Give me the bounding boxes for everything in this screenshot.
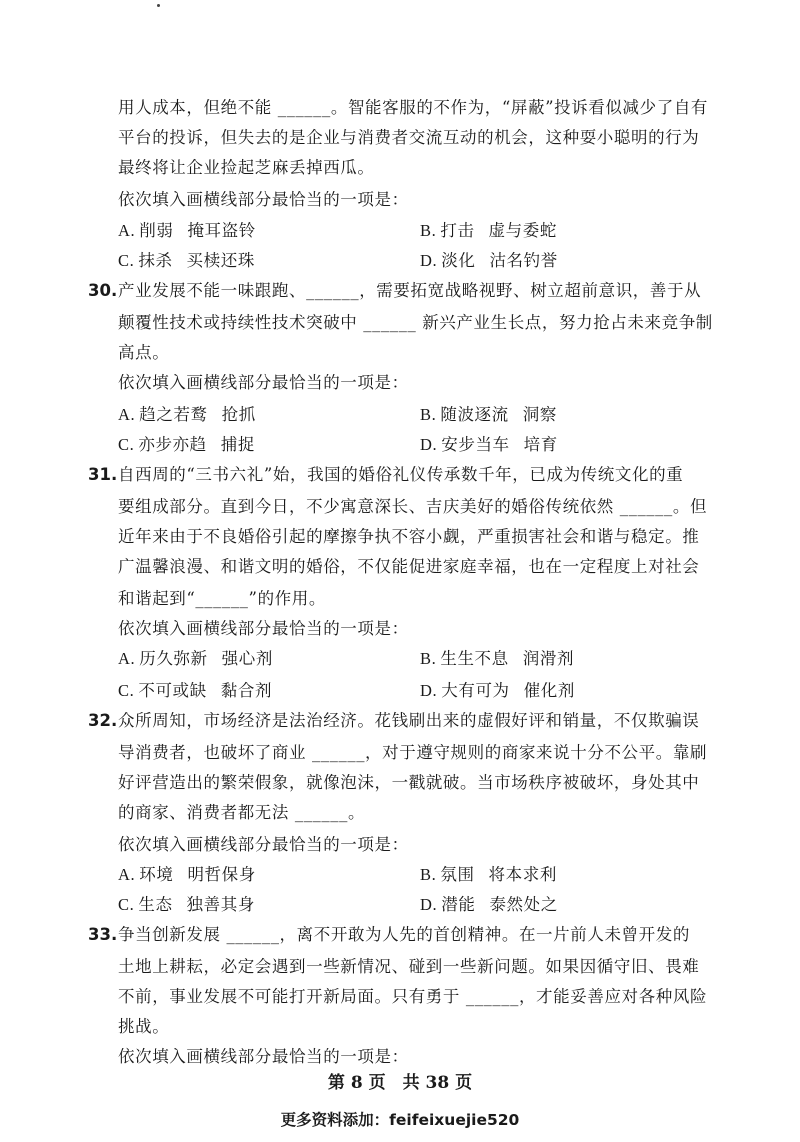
option-c: C. 不可或缺 黏合剂	[118, 681, 273, 700]
option-c: C. 亦步亦趋 捕捉	[118, 435, 255, 454]
option-b: B. 打击 虚与委蛇	[420, 221, 557, 240]
question-line: 争当创新发展 ______，离不开敢为人先的首创精神。在一片前人未曾开发的	[118, 925, 690, 944]
footer-note: 更多资料添加：feifeixuejie520	[280, 1111, 520, 1129]
question-line: 导消费者，也破坏了商业 ______，对于遵守规则的商家来说十分不公平。靠刷	[118, 743, 708, 762]
option-c: C. 抹杀 买椟还珠	[118, 251, 255, 270]
intro-line: 平台的投诉，但失去的是企业与消费者交流互动的机会，这种耍小聪明的行为	[118, 128, 700, 147]
question-number: 31.	[88, 465, 118, 484]
option-c: C. 生态 独善其身	[118, 895, 255, 914]
option-a: A. 趋之若鹜 抢抓	[118, 405, 256, 424]
scan-speck	[157, 4, 160, 7]
option-b: B. 氛围 将本求利	[420, 865, 557, 884]
question-line: 的商家、消费者都无法 ______。	[118, 803, 366, 822]
question-line: 好评营造出的繁荣假象，就像泡沫，一戳就破。当市场秩序被破坏，身处其中	[118, 773, 700, 792]
intro-prompt: 依次填入画横线部分最恰当的一项是：	[118, 190, 409, 209]
question-line: 不前，事业发展不可能打开新局面。只有勇于 ______，才能妥善应对各种风险	[118, 987, 708, 1006]
intro-line: 最终将让企业捡起芝麻丢掉西瓜。	[118, 158, 375, 177]
option-d: D. 潜能 泰然处之	[420, 895, 558, 914]
question-line: 众所周知，市场经济是法治经济。花钱刷出来的虚假好评和销量，不仅欺骗误	[118, 711, 700, 730]
question-line: 挑战。	[118, 1017, 170, 1036]
question-line: 和谐起到“______”的作用。	[118, 589, 326, 608]
option-a: A. 历久弥新 强心剂	[118, 649, 273, 668]
option-a: A. 削弱 掩耳盗铃	[118, 221, 256, 240]
option-d: D. 大有可为 催化剂	[420, 681, 575, 700]
page-number: 第 8 页 共 38 页	[327, 1073, 473, 1093]
question-line: 高点。	[118, 343, 170, 362]
question-prompt: 依次填入画横线部分最恰当的一项是：	[118, 1047, 409, 1066]
question-prompt: 依次填入画横线部分最恰当的一项是：	[118, 619, 409, 638]
question-line: 要组成部分。直到今日，不少寓意深长、吉庆美好的婚俗传统依然 ______。但	[118, 497, 708, 516]
question-number: 30.	[88, 281, 118, 300]
question-number: 32.	[88, 711, 118, 730]
question-line: 近年来由于不良婚俗引起的摩擦争执不容小觑，严重损害社会和谐与稳定。推	[118, 527, 700, 546]
question-line: 广温馨浪漫、和谐文明的婚俗，不仅能促进家庭幸福，也在一定程度上对社会	[118, 557, 700, 576]
question-number: 33.	[88, 925, 118, 944]
question-line: 颠覆性技术或持续性技术突破中 ______ 新兴产业生长点，努力抢占未来竞争制	[118, 313, 713, 332]
intro-line: 用人成本，但绝不能 ______。智能客服的不作为，“屏蔽”投诉看似减少了自有	[118, 98, 709, 117]
question-prompt: 依次填入画横线部分最恰当的一项是：	[118, 373, 409, 392]
option-d: D. 安步当车 培育	[420, 435, 558, 454]
question-line: 自西周的“三书六礼”始，我国的婚俗礼仪传承数千年，已成为传统文化的重	[118, 465, 684, 484]
question-line: 产业发展不能一味跟跑、______，需要拓宽战略视野、树立超前意识，善于从	[118, 281, 702, 300]
option-b: B. 生生不息 润滑剂	[420, 649, 575, 668]
option-a: A. 环境 明哲保身	[118, 865, 256, 884]
option-d: D. 淡化 沽名钓誉	[420, 251, 558, 270]
option-b: B. 随波逐流 洞察	[420, 405, 557, 424]
question-prompt: 依次填入画横线部分最恰当的一项是：	[118, 835, 409, 854]
question-line: 土地上耕耘，必定会遇到一些新情况、碰到一些新问题。如果因循守旧、畏难	[118, 957, 700, 976]
